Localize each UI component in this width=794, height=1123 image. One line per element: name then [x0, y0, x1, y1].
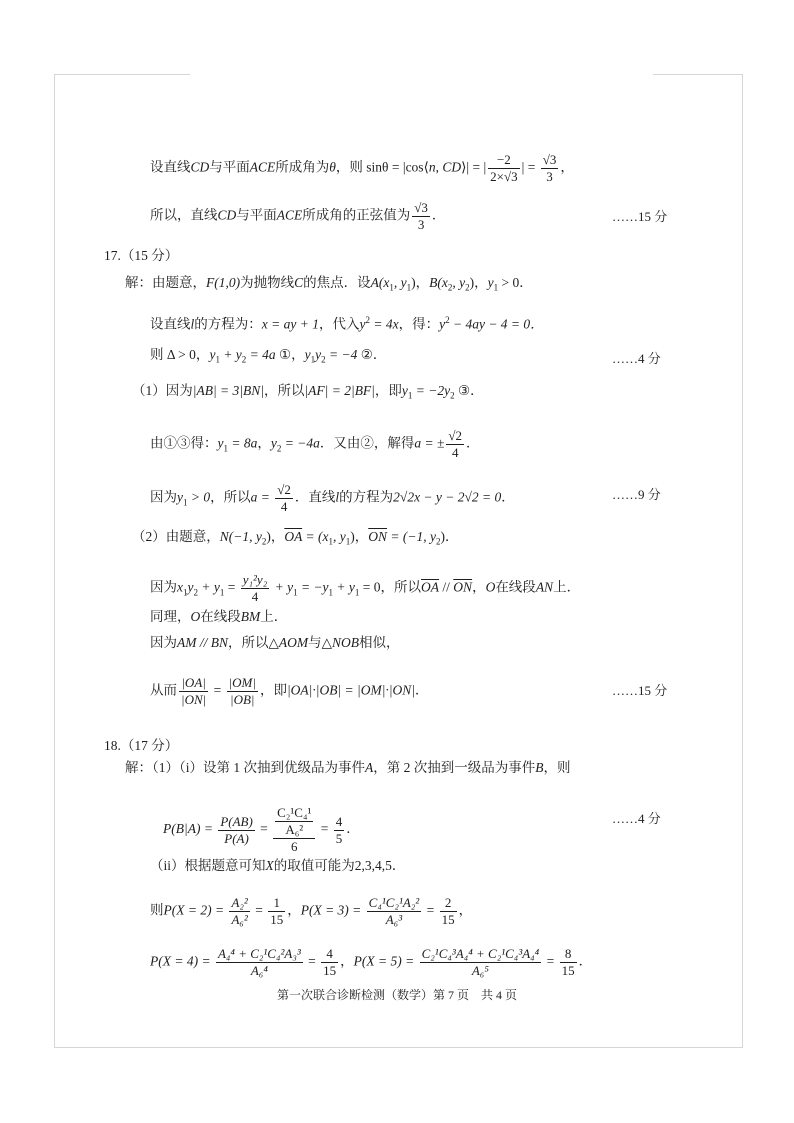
- fraction: $\frac{√2}{4}$: [277, 482, 291, 514]
- q17-line-2: 设直线l的方程为：x = ay + 1，代入$y^2 = 4x$，得：$y^2 - 4ay - 4 = 0$．: [150, 315, 544, 332]
- fraction: $\frac{-2}{2\times√3}$: [490, 152, 518, 184]
- score-label: ……9 分: [612, 487, 661, 502]
- fraction: $\frac{|OA|}{|ON|}$: [181, 675, 207, 707]
- score-label: ……4 分: [612, 351, 661, 366]
- solution-line-angle: 设直线CD与平面ACE所成角为θ，则 sinθ = |cos⟨n, CD⟩| = | $\frac{-2}{2\times√3}$ | = $\frac{√3}{3}$ ，: [150, 152, 574, 184]
- fraction: $\frac{4}{15}$: [323, 946, 337, 978]
- q17-part2-line-4: 因为AM // BN，所以△AOM与△NOB相似，: [150, 635, 400, 650]
- fraction: $\frac{2}{15}$: [441, 895, 455, 927]
- solution-line-sine: 所以，直线CD与平面ACE所成角的正弦值为 $\frac{√3}{3}$ ．: [150, 200, 446, 232]
- fraction: $\frac{1}{15}$: [270, 895, 284, 927]
- fraction: $\frac{\text{C₄¹C₂¹A₂²}}{\text{A₆³}}$: [368, 895, 420, 927]
- q17-part1-line-1: （1）因为|AB| = 3|BN|，所以|AF| = 2|BF|，即$y_1 = -2y_2$ ③．: [132, 383, 484, 401]
- fraction: $\frac{√2}{4}$: [448, 428, 463, 460]
- nested-fraction: $\frac{\frac{\text{C₂¹C₄¹}}{\text{A₆²}}}{6}$: [273, 805, 315, 855]
- frame-top-left: [54, 74, 190, 75]
- q17-part1-line-2: 由①③得：$y_1 = 8a$，$y_2 = -4a$．又由②，解得a = ± $\frac{√2}{4}$ ．: [150, 428, 480, 460]
- q17-line-3: 则 Δ > 0，$y_1 + y_2 = 4a$ ①，$y_1y_2 = -4$ ②．: [150, 347, 387, 365]
- fraction: $\frac{\text{A₂²}}{\text{A₆²}}$: [231, 895, 248, 927]
- q18-line-dist-2: P(X = 4) = $\frac{\text{A₄⁴ + C₂¹C₄²A₃³}}{\text{A₆⁴}}$ = $\frac{4}{15}$ ，P(X = 5) = $\frac{\text{C₂¹C₄³A₄⁴ + C₂¹C₄³A₄⁴}}{\text{A₆⁵}}$ = $\frac{8}{15}$ ．: [150, 946, 593, 978]
- q17-line-1: 解：由题意，F(1,0)为抛物线C的焦点．设$A(x_1$, $y_1$)，$B(x_2$, $y_2$)，$y_1 > 0$．: [125, 275, 533, 293]
- score-label: ……15 分: [612, 209, 668, 224]
- q17-part2-line-3: 同理，O在线段BM上．: [150, 609, 288, 624]
- fraction: $\frac{√3}{3}$: [414, 200, 428, 232]
- fraction: $\frac{\text{y₁²y₂}}{4}$: [242, 572, 268, 604]
- fraction: $\frac{P(AB)}{P(A)}$: [220, 813, 253, 846]
- q18-line-values: （ii）根据题意可知X的取值可能为2,3,4,5．: [150, 858, 406, 873]
- frame-top-right: [653, 74, 742, 75]
- fraction: $\frac{√3}{3}$: [542, 152, 557, 184]
- score-label: ……15 分: [612, 683, 668, 698]
- fraction: $\frac{4}{5}$: [335, 813, 343, 846]
- q18-line-1: 解：（1）（i）设第 1 次抽到优级品为事件A，第 2 次抽到一级品为事件B，则: [125, 760, 571, 775]
- page-footer: 第一次联合诊断检测（数学）第 7 页 共 4 页: [276, 988, 517, 1002]
- fraction: $\frac{\text{C₂¹C₄³A₄⁴ + C₂¹C₄³A₄⁴}}{\text{A₆⁵}}$: [421, 946, 540, 978]
- fraction: $\frac{\text{A₄⁴ + C₂¹C₄²A₃³}}{\text{A₆⁴}}$: [217, 946, 301, 978]
- q17-part2-line-1: （2）由题意，N(−1, $y_2$)，$\overline{OA} = (x_1$, $y_1$)，$\overline{ON} = (-1$, $y_2$)．: [132, 529, 459, 547]
- question-17-heading: 17.（15 分）: [104, 248, 179, 263]
- fraction: $\frac{|OM|}{|OB|}$: [228, 675, 256, 707]
- question-18-heading: 18.（17 分）: [104, 738, 179, 753]
- q18-line-dist-1: 则P(X = 2) = $\frac{\text{A₂²}}{\text{A₆²}}$ = $\frac{1}{15}$ ，P(X = 3) = $\frac{\text{C₄¹C₂¹A₂²}}{\text{A₆³}}$ = $\frac{2}{15}$ ，: [150, 895, 473, 927]
- score-label: ……4 分: [612, 811, 661, 826]
- fraction: $\frac{8}{15}$: [561, 946, 575, 978]
- q18-probability-line: P(B|A) = $\frac{P(AB)}{P(A)}$ = $\frac{\frac{\text{C₂¹C₄¹}}{\text{A₆²}}}{6}$ = $\frac{4}{5}$ ．: [163, 805, 360, 854]
- q17-part2-line-2: 因为$x_1y_2 + y_1$ = $\frac{\text{y₁²y₂}}{4}$ + $y_1 = -y_1 + y_1 = 0$，所以$\overline{OA} // \overline{ON}$，O在线段AN上．: [150, 572, 581, 604]
- q17-part1-line-3: 因为$y_1 > 0$，所以a = $\frac{√2}{4}$ ．直线l的方程为2√2x − y − 2√2 = 0．: [150, 482, 515, 514]
- q17-part2-line-5: 从而 $\frac{|OA|}{|ON|}$ = $\frac{|OM|}{|OB|}$ ，即|OA|·|OB| = |OM|·|ON|．: [150, 675, 429, 707]
